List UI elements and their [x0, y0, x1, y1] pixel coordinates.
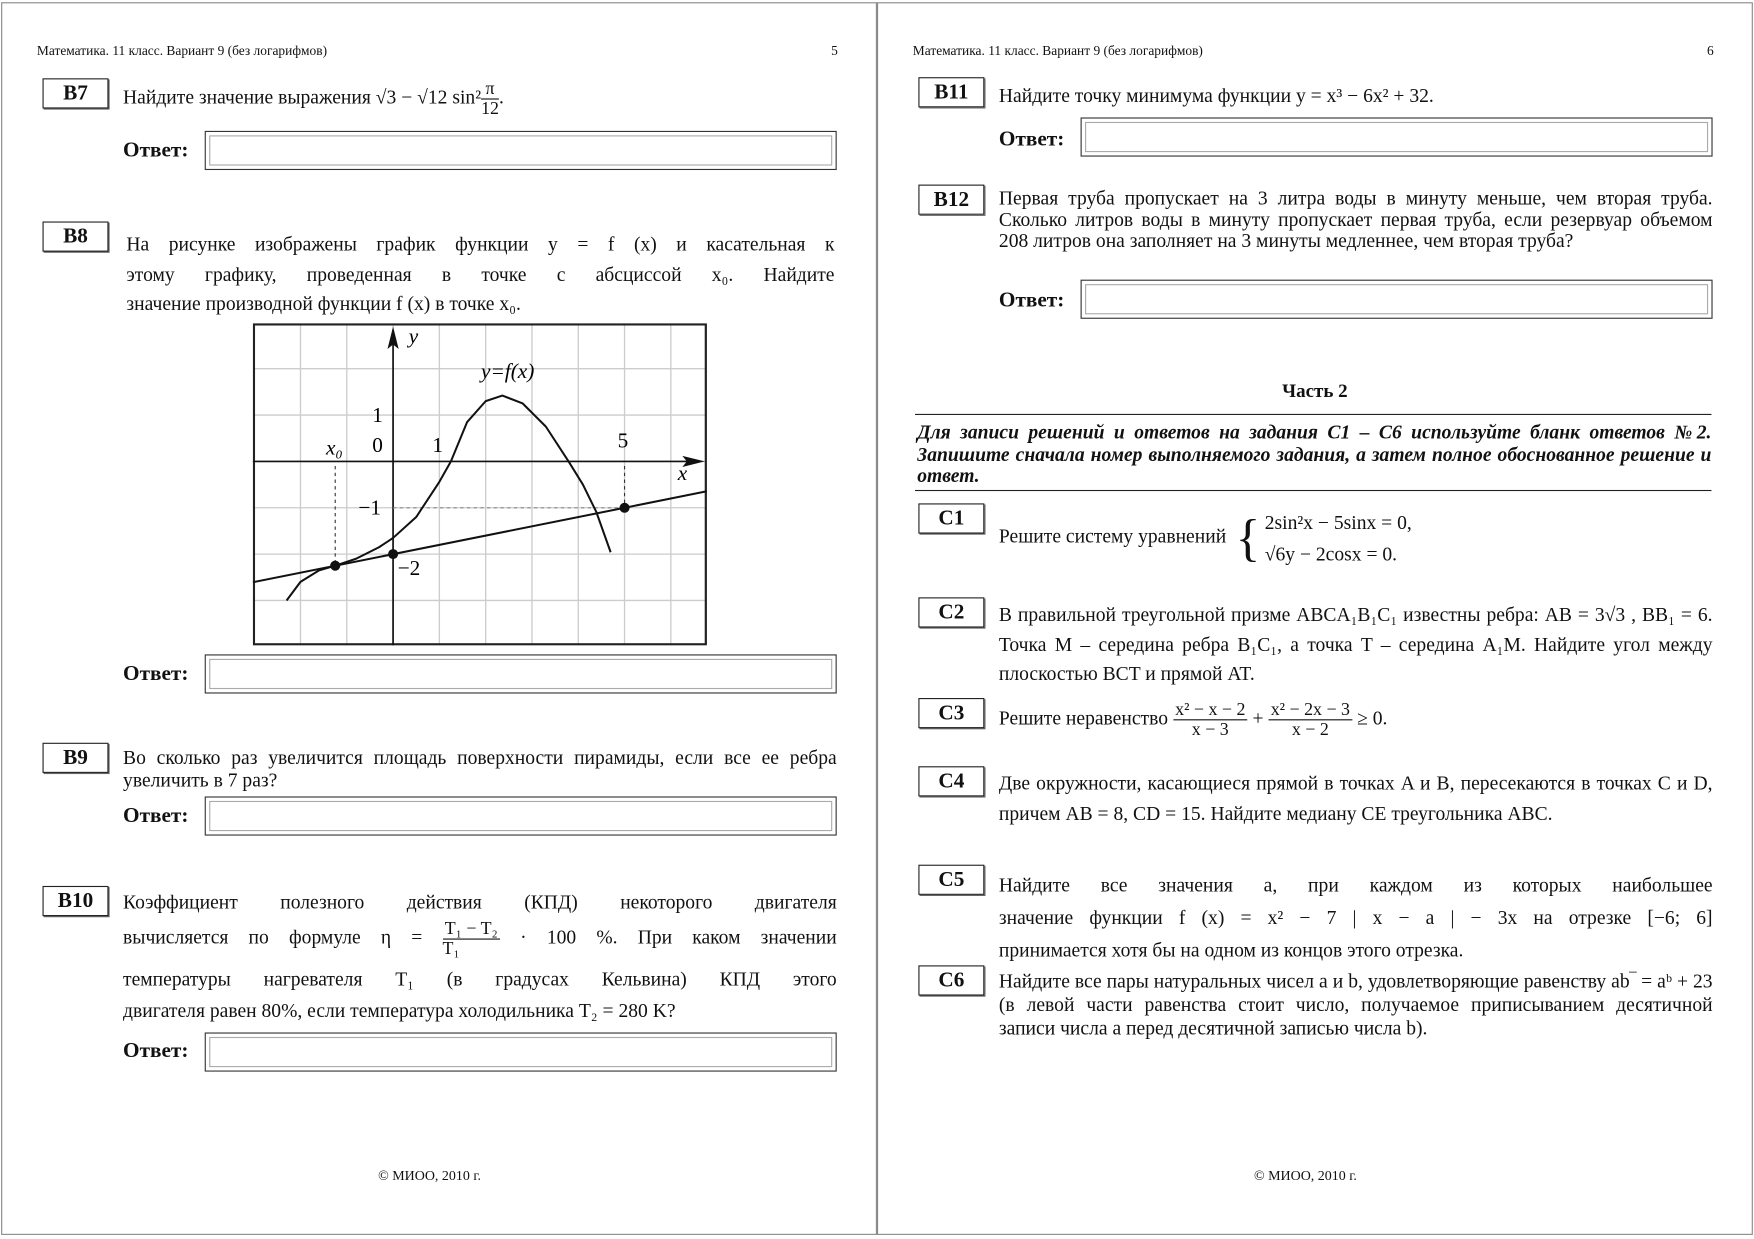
task-label-c1: C1 — [918, 503, 984, 533]
task-b12-text: Первая труба пропускает на 3 литра воды в минуту меньше, чем вторая труба. Сколько литров воды в минуту пропускает первая труба, если резервуар объемом 208 литров она заполняет на 3 минуты медленнее, чем вторая труба? — [998, 186, 1713, 252]
page-number: 5 — [831, 42, 838, 59]
answer-field-b12[interactable] — [1081, 280, 1713, 319]
fraction — [1268, 700, 1352, 739]
fraction-numerator: T₁ − T₂ — [442, 919, 500, 939]
answer-field-b7[interactable] — [205, 131, 837, 170]
divider — [915, 490, 1711, 491]
brace: { — [1235, 508, 1261, 567]
task-label-b7: B7 — [43, 78, 109, 108]
tick-label-origin: 0 — [372, 433, 383, 458]
task-b11-text: Найдите точку минимума функции y = x³ − 6x² + 32. — [998, 83, 1434, 107]
fraction-denominator: x − 2 — [1291, 720, 1329, 740]
b10-line: Коэффициент полезного действия (КПД) некоторого двигателя — [123, 890, 837, 913]
tangent-point — [620, 503, 630, 513]
function-graph — [253, 323, 707, 645]
tick-label-y-1: 1 — [372, 403, 383, 428]
task-b9-text: Во сколько раз увеличится площадь поверхности пирамиды, если все ее ребра увеличить в 7 раз? — [123, 746, 837, 791]
task-label-c6: C6 — [918, 965, 984, 995]
answer-label: Ответ: — [123, 662, 189, 686]
tangent-point — [388, 549, 398, 559]
b8-line: значение производной функции f (x) в точке x₀. — [126, 291, 521, 315]
task-label-b12: B12 — [918, 185, 984, 215]
answer-field-b11[interactable] — [1081, 117, 1713, 156]
task-label-b8: B8 — [43, 221, 109, 251]
c5-line: Найдите все значения a, при каждом из которых наибольшее — [998, 873, 1713, 896]
answer-label: Ответ: — [123, 138, 189, 163]
tick-label-y-minus-1: −1 — [358, 495, 381, 520]
fraction-numerator: π — [481, 79, 499, 99]
divider — [915, 414, 1711, 415]
b10-line: двигателя равен 80%, если температура холодильника T₂ = 280 K? — [123, 998, 676, 1022]
efficiency-fraction — [442, 919, 500, 958]
c3-tail: ≥ 0. — [1352, 706, 1388, 729]
equation: 2sin²x − 5sinx = 0, — [1264, 511, 1412, 534]
page-header: Математика. 11 класс. Вариант 9 (без логарифмов) — [36, 42, 328, 59]
page-footer: © МИОО, 2010 г. — [1253, 1167, 1357, 1184]
y-axis-label: y — [408, 324, 419, 349]
answer-field-b8[interactable] — [205, 654, 837, 693]
plus: + — [1247, 706, 1269, 729]
task-label-b11: B11 — [918, 77, 984, 107]
right-page — [877, 2, 1753, 1235]
b7-fraction — [481, 79, 499, 118]
task-b7-text — [123, 79, 839, 118]
b7-expression: √3 − √12 sin² — [375, 85, 482, 108]
tick-label-y-minus-2: −2 — [397, 555, 421, 580]
equation-system — [1231, 507, 1412, 570]
task-c4-text: Две окружности, касающиеся прямой в точках A и B, пересекаются в точках C и D, причем AB = 8, CD = 15. Найдите медиану CE треугольника ABC. — [998, 771, 1713, 824]
part2-instructions: Для записи решений и ответов на задания С1 – С6 используйте бланк ответов №2. Запишите сначала номер выполняемого задания, а затем полное обоснованное решение и ответ. — [917, 420, 1712, 487]
task-label-c3: C3 — [918, 698, 984, 728]
part2-title: Часть 2 — [1282, 380, 1348, 402]
answer-label: Ответ: — [998, 288, 1065, 313]
graph-frame — [254, 324, 706, 644]
b7-text: Найдите значение выражения — [123, 85, 376, 108]
c3-text: Решите неравенство — [998, 706, 1173, 729]
c1-text: Решите систему уравнений — [998, 524, 1227, 548]
answer-label: Ответ: — [123, 804, 189, 828]
task-b8-text — [126, 229, 834, 318]
task-b10-text — [123, 888, 837, 1023]
answer-field-b10[interactable] — [205, 1032, 837, 1071]
answer-field-b9[interactable] — [205, 796, 837, 835]
task-label-c5: C5 — [918, 865, 984, 895]
task-c1-text — [999, 507, 1715, 570]
b8-line: На рисунке изображены график функции y = f (x) и касательная к — [126, 232, 835, 256]
c5-line: значение функции f (x) = x² − 7 | x − a | − 3x на отрезке [−6; 6] — [998, 906, 1713, 929]
tangent-point — [330, 561, 340, 571]
fraction-denominator: 12 — [481, 99, 499, 119]
answer-label: Ответ: — [123, 1039, 189, 1063]
b10-text: вычисляется по формуле η = — [123, 925, 443, 949]
page-header: Математика. 11 класс. Вариант 9 (без логарифмов) — [912, 42, 1203, 59]
fraction — [1173, 700, 1248, 739]
x-axis-label: x — [677, 460, 688, 485]
tick-label-x-1: 1 — [432, 433, 444, 458]
page-footer: © МИОО, 2010 г. — [378, 1167, 482, 1184]
c5-line: принимается хотя бы на одном из концов этого отрезка. — [998, 938, 1464, 961]
fraction-numerator: x² − x − 2 — [1173, 700, 1248, 720]
left-page — [1, 2, 877, 1235]
equation: √6y − 2cosx = 0. — [1264, 542, 1398, 565]
b10-text: · 100 %. При каком значении — [499, 925, 837, 949]
page-number: 6 — [1706, 42, 1714, 59]
task-label-c2: C2 — [918, 597, 984, 627]
tangent-line — [253, 491, 707, 582]
task-label-b9: B9 — [43, 743, 109, 773]
task-label-c4: C4 — [918, 766, 984, 796]
tick-label-x0: x₀ — [325, 435, 343, 460]
fraction-numerator: x² − 2x − 3 — [1268, 700, 1352, 720]
b10-line: температуры нагревателя T₁ (в градусах Кельвина) КПД этого — [123, 967, 837, 990]
b7-tail: . — [498, 85, 504, 108]
task-c2-text: В правильной треугольной призме ABCA₁B₁C₁ известны ребра: AB = 3√3 , BB₁ = 6. Точка M – середина ребра B₁C₁, а точка T – середина A₁M. Найдите угол между плоскостью BCT и прямой AT. — [998, 602, 1713, 685]
task-c5-text — [999, 869, 1713, 966]
fraction-denominator: T₁ — [442, 939, 460, 959]
task-c3-text — [999, 700, 1715, 739]
fraction-denominator: x − 3 — [1191, 720, 1229, 740]
task-c6-text: Найдите все пары натуральных чисел a и b, удовлетворяющие равенству ab‾ = aᵇ + 23 (в левой части равенства стоит число, получаемое приписыванием десятичной записи числа a перед десятичной записью числа b). — [998, 969, 1713, 1040]
b10-formula-line — [123, 919, 837, 958]
tick-label-x-5: 5 — [617, 428, 629, 453]
task-label-b10: B10 — [43, 886, 109, 916]
function-label: y=f(x) — [481, 358, 535, 383]
answer-label: Ответ: — [998, 127, 1065, 152]
b8-line: этому графику, проведенная в точке с абсциссой x₀. Найдите — [126, 262, 835, 285]
